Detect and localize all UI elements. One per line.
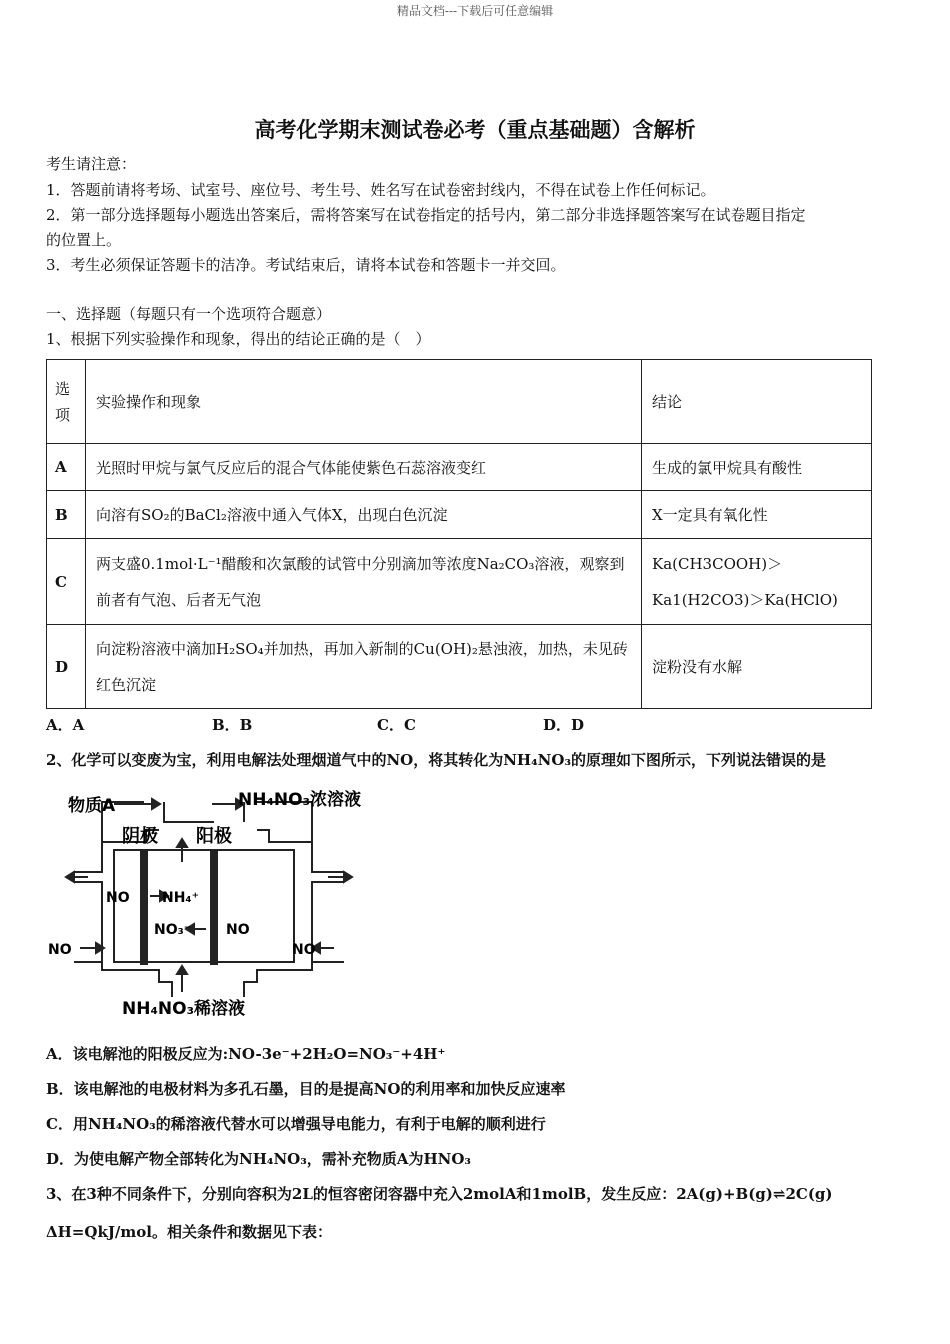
q3-stem-line1: 3、在3种不同条件下，分别向容积为2L的恒容密闭容器中充入2molA和1molB，发生反应：2A(g)+B(g)⇌2C(g): [46, 1185, 833, 1203]
section-heading: 一、选择题（每题只有一个选项符合题意）: [46, 305, 332, 323]
q2-option-a[interactable]: A．该电解池的阳极反应为:NO-3e⁻+2H₂O=NO₃⁻+4H⁺: [46, 1045, 446, 1063]
q1-table: [46, 359, 872, 709]
table-row: [47, 539, 872, 625]
page-header: 精品文档---下载后可任意编辑: [396, 4, 554, 18]
notice-item: 2．第一部分选择题每小题选出答案后，需将答案写在试卷指定的括号内，第二部分非选择题答案写在试卷题目指定: [46, 206, 806, 224]
row-conclusion: 淀粉没有水解: [642, 625, 872, 709]
substance-a-label: 物质A: [68, 796, 116, 816]
notice-item: 的位置上。: [46, 231, 122, 249]
q3-stem-line2: ΔH=QkJ/mol。相关条件和数据见下表：: [46, 1223, 332, 1241]
notice-item: 1．答题前请将考场、试室号、座位号、考生号、姓名写在试卷密封线内，不得在试卷上作任何标记。: [46, 181, 716, 199]
row-option: C: [47, 539, 86, 625]
anode-electrode: [210, 850, 218, 965]
notice-heading: 考生请注意：: [46, 155, 137, 173]
no-label-left-inner: NO: [106, 890, 130, 906]
notice-item: 3．考生必须保证答题卡的洁净。考试结束后，请将本试卷和答题卡一并交回。: [46, 256, 566, 274]
row-operation: 光照时甲烷与氯气反应后的混合气体能使紫色石蕊溶液变红: [86, 444, 642, 491]
q2-option-c[interactable]: C．用NH₄NO₃的稀溶液代替水可以增强导电能力，有利于电解的顺利进行: [46, 1115, 546, 1133]
no-label-left-outer: NO: [48, 942, 72, 958]
q1-stem: 1、根据下列实验操作和现象，得出的结论正确的是（ ）: [46, 330, 431, 348]
row-conclusion: Ka(CH3COOH)＞Ka1(H2CO3)＞Ka(HClO): [642, 539, 872, 625]
no-label-right-inner: NO: [226, 922, 250, 938]
row-operation: 两支盛0.1mol·L⁻¹醋酸和次氯酸的试管中分别滴加等浓度Na₂CO₃溶液，观察到前者有气泡、后者无气泡: [86, 539, 642, 625]
q2-stem: 2、化学可以变废为宝，利用电解法处理烟道气中的NO，将其转化为NH₄NO₃的原理如下图所示，下列说法错误的是: [46, 751, 827, 769]
nh4-label: NH₄⁺: [162, 890, 199, 906]
header-operation: 实验操作和现象: [86, 360, 642, 444]
page-title: 高考化学期末测试卷必考（重点基础题）含解析: [254, 117, 696, 142]
header-conclusion: 结论: [642, 360, 872, 444]
no3-label: NO₃⁻: [154, 922, 192, 938]
q2-option-b[interactable]: B．该电解池的电极材料为多孔石墨，目的是提高NO的利用率和加快反应速率: [46, 1080, 566, 1098]
q1-answer-c[interactable]: C．C: [377, 716, 416, 734]
product-label: NH₄NO₃浓溶液: [238, 790, 362, 810]
row-option: D: [47, 625, 86, 709]
row-operation: 向溶有SO₂的BaCl₂溶液中通入气体X，出现白色沉淀: [86, 491, 642, 539]
no-label-right-outer: NO: [292, 942, 316, 958]
electrolysis-diagram: [44, 782, 374, 1027]
table-row: [47, 625, 872, 709]
cathode-electrode: [140, 850, 148, 965]
row-operation: 向淀粉溶液中滴加H₂SO₄并加热，再加入新制的Cu(OH)₂悬浊液，加热，未见砖红色沉淀: [86, 625, 642, 709]
feed-label: NH₄NO₃稀溶液: [122, 999, 246, 1019]
row-option: A: [47, 444, 86, 491]
q1-answer-d[interactable]: D．D: [543, 716, 585, 734]
row-conclusion: 生成的氯甲烷具有酸性: [642, 444, 872, 491]
table-row: [47, 491, 872, 539]
header-option: 选项: [47, 360, 86, 444]
table-header-row: [47, 360, 872, 444]
row-conclusion: X一定具有氧化性: [642, 491, 872, 539]
row-option: B: [47, 491, 86, 539]
anode-label: 阳极: [196, 826, 232, 847]
table-row: [47, 444, 872, 491]
q2-option-d[interactable]: D．为使电解产物全部转化为NH₄NO₃，需补充物质A为HNO₃: [46, 1150, 471, 1168]
q1-answer-a[interactable]: A．A: [46, 716, 85, 734]
q1-answer-b[interactable]: B．B: [212, 716, 253, 734]
cathode-label: 阴极: [122, 826, 158, 847]
